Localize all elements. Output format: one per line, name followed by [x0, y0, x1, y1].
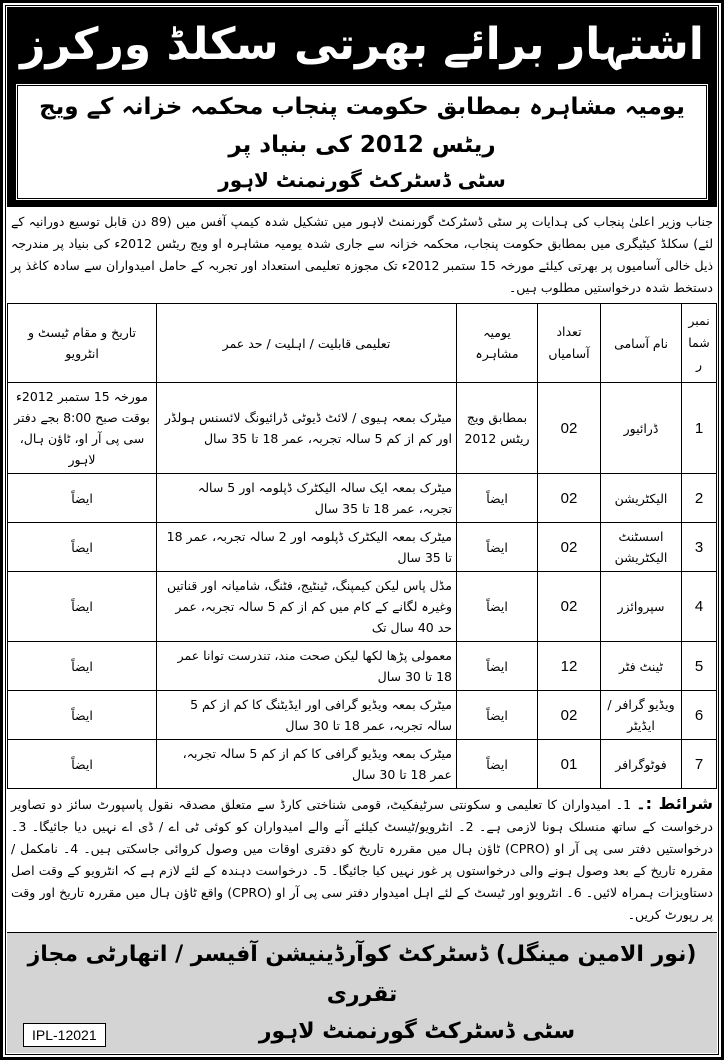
- cell-count: 02: [538, 572, 601, 642]
- ref-code: IPL-12021: [23, 1023, 106, 1047]
- cell-no: 6: [682, 691, 717, 740]
- cell-date: ایضاً: [8, 642, 157, 691]
- cell-name: ویڈیو گرافر / ایڈیٹر: [601, 691, 682, 740]
- table-row: [8, 572, 717, 642]
- cell-wage: ایضاً: [457, 474, 538, 523]
- vacancies-table: [7, 303, 717, 789]
- cell-no: 5: [682, 642, 717, 691]
- cell-count: 02: [538, 474, 601, 523]
- cell-qualification: میٹرک بمعہ ہیوی / لائٹ ڈیوٹی ڈرائیونگ لائسنس ہولڈر اور کم از کم 5 سالہ تجربہ، عمر 18 تا 35 سال: [157, 383, 457, 474]
- subtitle-box: [15, 83, 709, 201]
- subtitle-line2: سٹی ڈسٹرکٹ گورنمنٹ لاہور: [218, 168, 506, 192]
- cell-date: ایضاً: [8, 523, 157, 572]
- cell-date: ایضاً: [8, 572, 157, 642]
- cell-date: ایضاً: [8, 474, 157, 523]
- cell-count: 01: [538, 740, 601, 789]
- cell-wage: ایضاً: [457, 642, 538, 691]
- table-row: [8, 740, 717, 789]
- table-row: [8, 383, 717, 474]
- cell-no: 1: [682, 383, 717, 474]
- table-row: [8, 523, 717, 572]
- cell-qualification: میٹرک بمعہ ویڈیو گرافی کا کم از کم 5 سالہ تجربہ، عمر 18 تا 30 سال: [157, 740, 457, 789]
- cell-count: 02: [538, 383, 601, 474]
- header-wage: یومیہ مشاہرہ: [457, 304, 538, 383]
- cell-no: 4: [682, 572, 717, 642]
- intro-paragraph: جناب وزیر اعلیٰ پنجاب کی ہدایات پر سٹی ڈسٹرکٹ گورنمنٹ لاہور میں تشکیل شدہ کیمپ آفس میں (89 دن قابل توسیع دورانیہ کے لئے) سکلڈ کیٹیگری میں بمطابق حکومت پنجاب، محکمہ خزانہ سے جاری شدہ یومیہ مشاہرہ او ویج ریٹس 2012ء کی بنیاد پر مندرجہ ذیل خالی آسامیوں پر بھرتی کیلئے مورخہ 15 ستمبر 2012ء تک مجوزہ تعلیمی استعداد اور تجربہ کے حامل امیدواران سے سادہ کاغذ پر دستخط شدہ درخواستیں مطلوب ہیں۔: [11, 214, 714, 295]
- cell-wage: ایضاً: [457, 691, 538, 740]
- conditions-text: 1۔ امیدواران کا تعلیمی و سکونتی سرٹیفکیٹ، قومی شناختی کارڈ سے متعلق مصدقہ نقول پاسپورٹ سائز دو تصاویر درخواست کے ساتھ منسلک ہونا لازمی ہے۔ 2۔ انٹرویو/ٹیسٹ کیلئے آنے والے امیدواران کو کوئی ٹی اے / ڈی اے نہیں دیا جائیگا۔ 3۔ درخواستیں دفتر سی پی آر او (CPRO) ٹاؤن ہال میں مقررہ تاریخ کو دفتری اوقات میں وصول کروائی جاسکتی ہیں۔ 4۔ نامکمل / مقررہ تاریخ کے بعد وصول ہونے والی درخواستوں پر غور نہیں کیا جائیگا۔ 5۔ درخواست دہندہ کے لئے لازم ہے کہ انٹرویو کے وقت اصل دستاویزات ہمراہ لائیں۔ 6۔ انٹرویو اور ٹیسٹ کے لئے اہل امیدوار دفتر سی پی آر او (CPRO) واقع ٹاؤن ہال میں مقررہ تاریخ اور وقت پر رپورٹ کریں۔: [11, 797, 714, 922]
- table-row: [8, 474, 717, 523]
- footer: [7, 932, 717, 1053]
- footer-signatory: (نور الامین مینگل) ڈسٹرکٹ کوآرڈینیشن آفیسر / اتھارٹی مجاز تقرری: [27, 942, 697, 1007]
- header-no: نمبر شمار: [682, 304, 717, 383]
- subtitle-line1: یومیہ مشاہرہ بمطابق حکومت پنجاب محکمہ خزانہ کے ویج ریٹس 2012 کی بنیاد پر: [39, 94, 685, 158]
- cell-qualification: میٹرک بمعہ ایک سالہ الیکٹرک ڈپلومہ اور 5 سالہ تجربہ، عمر 18 تا 35 سال: [157, 474, 457, 523]
- cell-wage: بمطابق ویج ریٹس 2012: [457, 383, 538, 474]
- cell-name: الیکٹریشن: [601, 474, 682, 523]
- cell-qualification: معمولی پڑھا لکھا لیکن صحت مند، تندرست توانا عمر 18 تا 30 سال: [157, 642, 457, 691]
- header-band: [7, 7, 717, 207]
- header-count: تعداد آسامیاں: [538, 304, 601, 383]
- cell-name: ٹینٹ فٹر: [601, 642, 682, 691]
- cell-name: ڈرائیور: [601, 383, 682, 474]
- cell-name: اسسٹنٹ الیکٹریشن: [601, 523, 682, 572]
- footer-organization: سٹی ڈسٹرکٹ گورنمنٹ لاہور: [258, 1019, 576, 1044]
- table-row: [8, 691, 717, 740]
- cell-name: فوٹوگرافر: [601, 740, 682, 789]
- cell-wage: ایضاً: [457, 740, 538, 789]
- cell-qualification: میٹرک بمعہ ویڈیو گرافی اور ایڈیٹنگ کا کم از کم 5 سالہ تجربہ، عمر 18 تا 30 سال: [157, 691, 457, 740]
- cell-date: ایضاً: [8, 740, 157, 789]
- header-name: نام آسامی: [601, 304, 682, 383]
- cell-wage: ایضاً: [457, 572, 538, 642]
- cell-no: 3: [682, 523, 717, 572]
- cell-count: 02: [538, 523, 601, 572]
- cell-qualification: مڈل پاس لیکن کیمپنگ، ٹینٹیج، فٹنگ، شامیانہ اور قناتیں وغیرہ لگانے کے کام میں کم از کم 5 سالہ تجربہ، عمر حد 40 سال تک: [157, 572, 457, 642]
- conditions-label: شرائط :۔: [636, 794, 713, 813]
- table-header-row: [8, 304, 717, 383]
- ad-title: اشتہار برائے بھرتی سکلڈ ورکرز: [20, 19, 704, 70]
- header-qualification: تعلیمی قابلیت / اہلیت / حد عمر: [157, 304, 457, 383]
- cell-count: 12: [538, 642, 601, 691]
- header-date: تاریخ و مقام ٹیسٹ و انٹرویو: [8, 304, 157, 383]
- table-row: [8, 642, 717, 691]
- cell-qualification: میٹرک بمعہ الیکٹرک ڈپلومہ اور 2 سالہ تجربہ، عمر 18 تا 35 سال: [157, 523, 457, 572]
- cell-no: 2: [682, 474, 717, 523]
- cell-date: ایضاً: [8, 691, 157, 740]
- cell-no: 7: [682, 740, 717, 789]
- cell-wage: ایضاً: [457, 523, 538, 572]
- cell-name: سپروائزر: [601, 572, 682, 642]
- cell-count: 02: [538, 691, 601, 740]
- cell-date: مورخہ 15 ستمبر 2012ء بوقت صبح 8:00 بجے دفتر سی پی آر او، ٹاؤن ہال، لاہور: [8, 383, 157, 474]
- conditions: [11, 793, 713, 926]
